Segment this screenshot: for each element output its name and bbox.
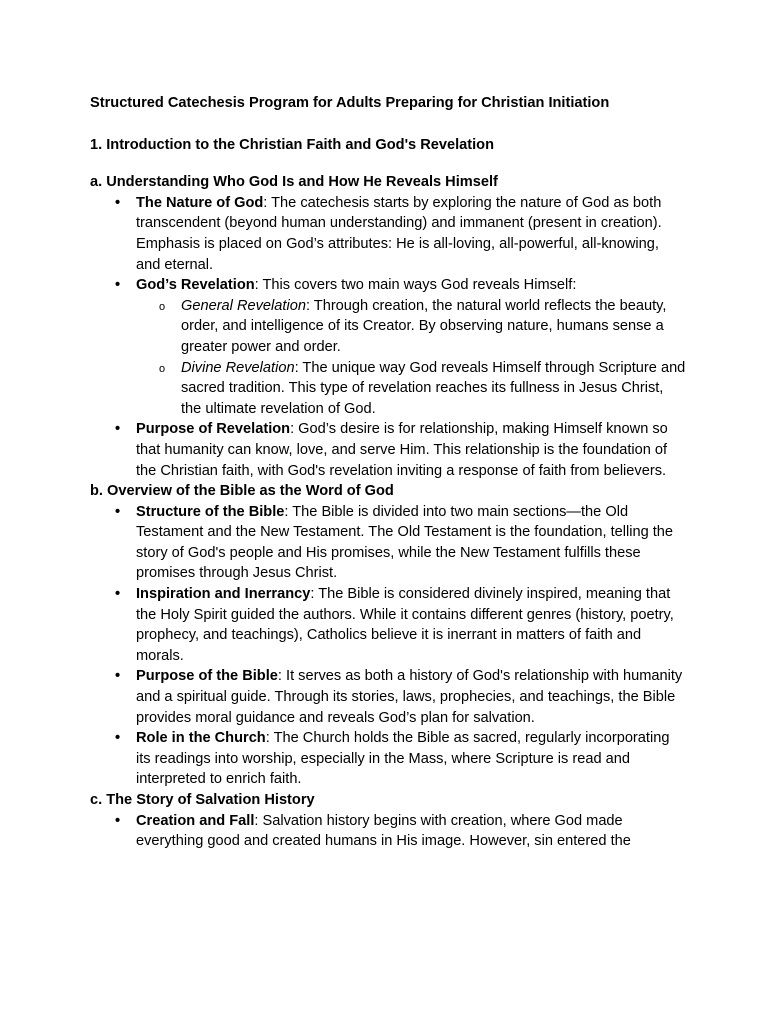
document-title: Structured Catechesis Program for Adults Preparing for Christian Initiation (90, 95, 610, 111)
list-item-term: The Nature of God (136, 194, 264, 211)
sublist-item-general-revelation (181, 296, 686, 358)
list-item-nature-of-god (136, 193, 686, 275)
list-item-term: Structure of the Bible (136, 503, 285, 520)
list-item-purpose-of-revelation (136, 419, 686, 481)
sublist-item-term: Divine Revelation (181, 359, 295, 376)
list-item-term: Purpose of Revelation (136, 421, 291, 438)
subsection-b-heading: b. Overview of the Bible as the Word of God (90, 483, 394, 500)
sublist-item-divine-revelation (181, 358, 686, 420)
sublist-item-text: : Through creation, the natural world reflects the beauty, order, and intelligence of its Creator. By observing nature, humans sense a greater power and order. (181, 297, 667, 355)
list-item-term: Purpose of the Bible (136, 668, 278, 685)
list-item-term: Role in the Church (136, 730, 266, 747)
revelation-sublist (136, 296, 686, 420)
list-item-role-in-church (136, 728, 686, 790)
list-item-inspiration-inerrancy (136, 584, 686, 666)
subsection-a-heading: a. Understanding Who God Is and How He Reveals Himself (90, 174, 498, 191)
list-item-creation-and-fall (136, 811, 686, 852)
list-item-text: : The Bible is considered divinely inspired, meaning that the Holy Spirit guided the authors. While it contains different genres (history, poetry, prophecy, and teachings), Catholics believe it is inerrant in matters of faith and morals. (136, 586, 674, 664)
list-item-text: : It serves as both a history of God's relationship with humanity and a spiritual guide. Through its stories, laws, prophecies, and teachings, the Bible provides moral guidance and reveals God’s plan for salvation. (136, 668, 683, 726)
list-item-gods-revelation (136, 275, 686, 419)
list-item-text: : Salvation history begins with creation, where God made everything good and created humans in His image. However, sin entered the (136, 812, 631, 850)
subsection-c-heading: c. The Story of Salvation History (90, 792, 315, 808)
subsection-b-list (90, 502, 686, 790)
list-item-text: : This covers two main ways God reveals Himself: (254, 277, 577, 294)
document-body (90, 93, 686, 852)
list-item-term: God’s Revelation (136, 277, 255, 294)
list-item-text: : The Church holds the Bible as sacred, regularly incorporating its readings into worship, especially in the Mass, where Scripture is read and interpreted to enrich faith. (136, 730, 670, 788)
list-item-term: Inspiration and Inerrancy (136, 586, 311, 603)
list-item-structure-of-bible (136, 502, 686, 584)
list-item-text: : The Bible is divided into two main sections—the Old Testament and the New Testament. The Old Testament is the foundation, telling the story of God's people and His promises, while the New Testament fulfills these promises through Jesus Christ. (136, 503, 674, 582)
list-item-term: Creation and Fall (136, 812, 255, 829)
sublist-item-text: : The unique way God reveals Himself through Scripture and sacred tradition. This type of revelation reaches its fullness in Jesus Christ, the ultimate revelation of God. (181, 359, 686, 417)
subsection-a-list (90, 193, 686, 481)
sublist-item-term: General Revelation (181, 297, 306, 314)
subsection-c-list (90, 811, 686, 852)
section-1-heading: 1. Introduction to the Christian Faith and God's Revelation (90, 136, 495, 153)
list-item-text: : The catechesis starts by exploring the nature of God as both transcendent (beyond human understanding) and immanent (present in creation). Emphasis is placed on God’s attributes: He is all-loving, all-powerful, all-knowing, and eternal. (136, 194, 662, 273)
list-item-purpose-of-bible (136, 666, 686, 728)
list-item-text: : God’s desire is for relationship, making Himself known so that humanity can know, love, and serve Him. This relationship is the foundation of the Christian faith, with God's revelation inviting a response of faith from believers. (136, 421, 668, 479)
